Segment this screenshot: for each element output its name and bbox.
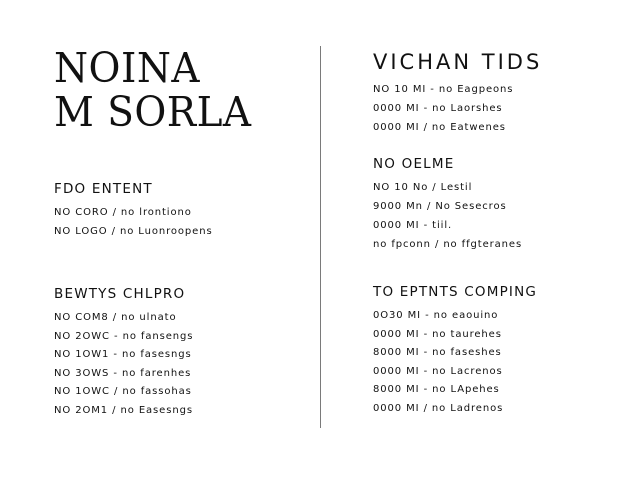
list-item: NO CORO / no lrontiono <box>54 207 192 218</box>
list-item: 9000 Mn / No Sesecros <box>373 201 507 212</box>
section-heading: BEWTYS CHLPRO <box>54 286 186 302</box>
item-list <box>54 206 213 244</box>
list-item: 0000 MI - tiil. <box>373 220 453 231</box>
item-list <box>54 311 193 423</box>
list-item: 0000 MI - no Lacrenos <box>373 365 503 377</box>
list-item: NO 1OWC / no fassohas <box>54 386 192 398</box>
section-vichan-tids <box>373 50 542 140</box>
list-item: 0000 MI / no Ladrenos <box>373 402 504 414</box>
section-to-eptnts-comping <box>373 284 537 421</box>
section-heading: VICHAN TIDS <box>373 50 543 74</box>
section-bewtys-chlpro <box>54 286 193 423</box>
item-list <box>373 83 542 140</box>
list-item: NO LOGO / no Luonroopens <box>54 226 213 237</box>
list-item: NO 1OW1 - no fasesngs <box>54 349 192 361</box>
list-item: 0000 MI - no Laorshes <box>373 103 503 114</box>
list-item: NO 2OWC - no fansengs <box>54 330 194 342</box>
list-item: NO 10 No / Lestil <box>373 182 473 193</box>
list-item: NO COM8 / no ulnato <box>54 312 177 323</box>
list-item: no fpconn / no ffgteranes <box>373 239 523 250</box>
item-list <box>373 181 522 257</box>
page-title <box>54 46 292 134</box>
list-item: NO 10 MI - no Eagpeons <box>373 84 514 95</box>
section-fdo-entent <box>54 181 213 244</box>
section-no-oelme <box>373 156 522 257</box>
list-item: 0000 MI / no Eatwenes <box>373 122 506 133</box>
item-list <box>373 309 537 421</box>
list-item: 8000 MI - no LApehes <box>373 384 500 396</box>
section-heading: FDO ENTENT <box>54 181 153 197</box>
list-item: 8000 MI - no faseshes <box>373 347 502 359</box>
list-item: 0O30 MI - no eaouino <box>373 310 499 321</box>
column-divider <box>320 46 321 428</box>
section-heading: TO EPTNTS COMPING <box>373 284 538 300</box>
list-item: NO 3OWS - no farenhes <box>54 367 192 379</box>
page-title-line-2: M SORLA <box>54 88 252 136</box>
section-heading: NO OELME <box>373 156 455 172</box>
list-item: NO 2OM1 / no Easesngs <box>54 404 193 416</box>
page-title-line-1: NOINA <box>54 44 200 92</box>
left-column <box>54 44 304 416</box>
list-item: 0000 MI - no taurehes <box>373 328 502 340</box>
